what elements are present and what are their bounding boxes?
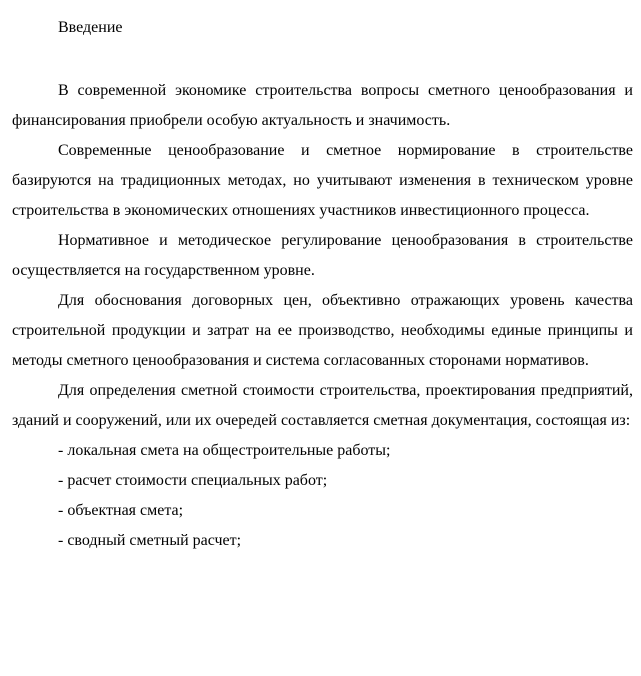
paragraph: Для обоснования договорных цен, объективно отражающих уровень качества строительной продукции и затрат на ее производство, необходимы единые принципы и методы сметного ценообразования и система согласованных сторонами нормативов.	[12, 292, 633, 369]
list-item: - объектная смета;	[58, 502, 184, 519]
list-item: - расчет стоимости специальных работ;	[58, 472, 328, 489]
document-heading: Введение	[58, 19, 123, 36]
paragraph: Современные ценообразование и сметное нормирование в строительстве базируются на традиционных методах, но учитывают изменения в техническом уровне строительства в экономических отношениях участников инвестиционного процесса.	[12, 142, 633, 219]
paragraph: Для определения сметной стоимости строительства, проектирования предприятий, зданий и сооружений, или их очередей составляется сметная документация, состоящая из:	[12, 382, 633, 429]
paragraph: В современной экономике строительства вопросы сметного ценообразования и финансирования приобрели особую актуальность и значимость.	[12, 82, 633, 129]
document-body	[12, 76, 633, 556]
component-list	[12, 436, 633, 556]
paragraph: Нормативное и методическое регулирование ценообразования в строительстве осуществляется на государственном уровне.	[12, 232, 633, 279]
list-item: - локальная смета на общестроительные работы;	[58, 442, 391, 459]
list-item: - сводный сметный расчет;	[58, 532, 242, 549]
